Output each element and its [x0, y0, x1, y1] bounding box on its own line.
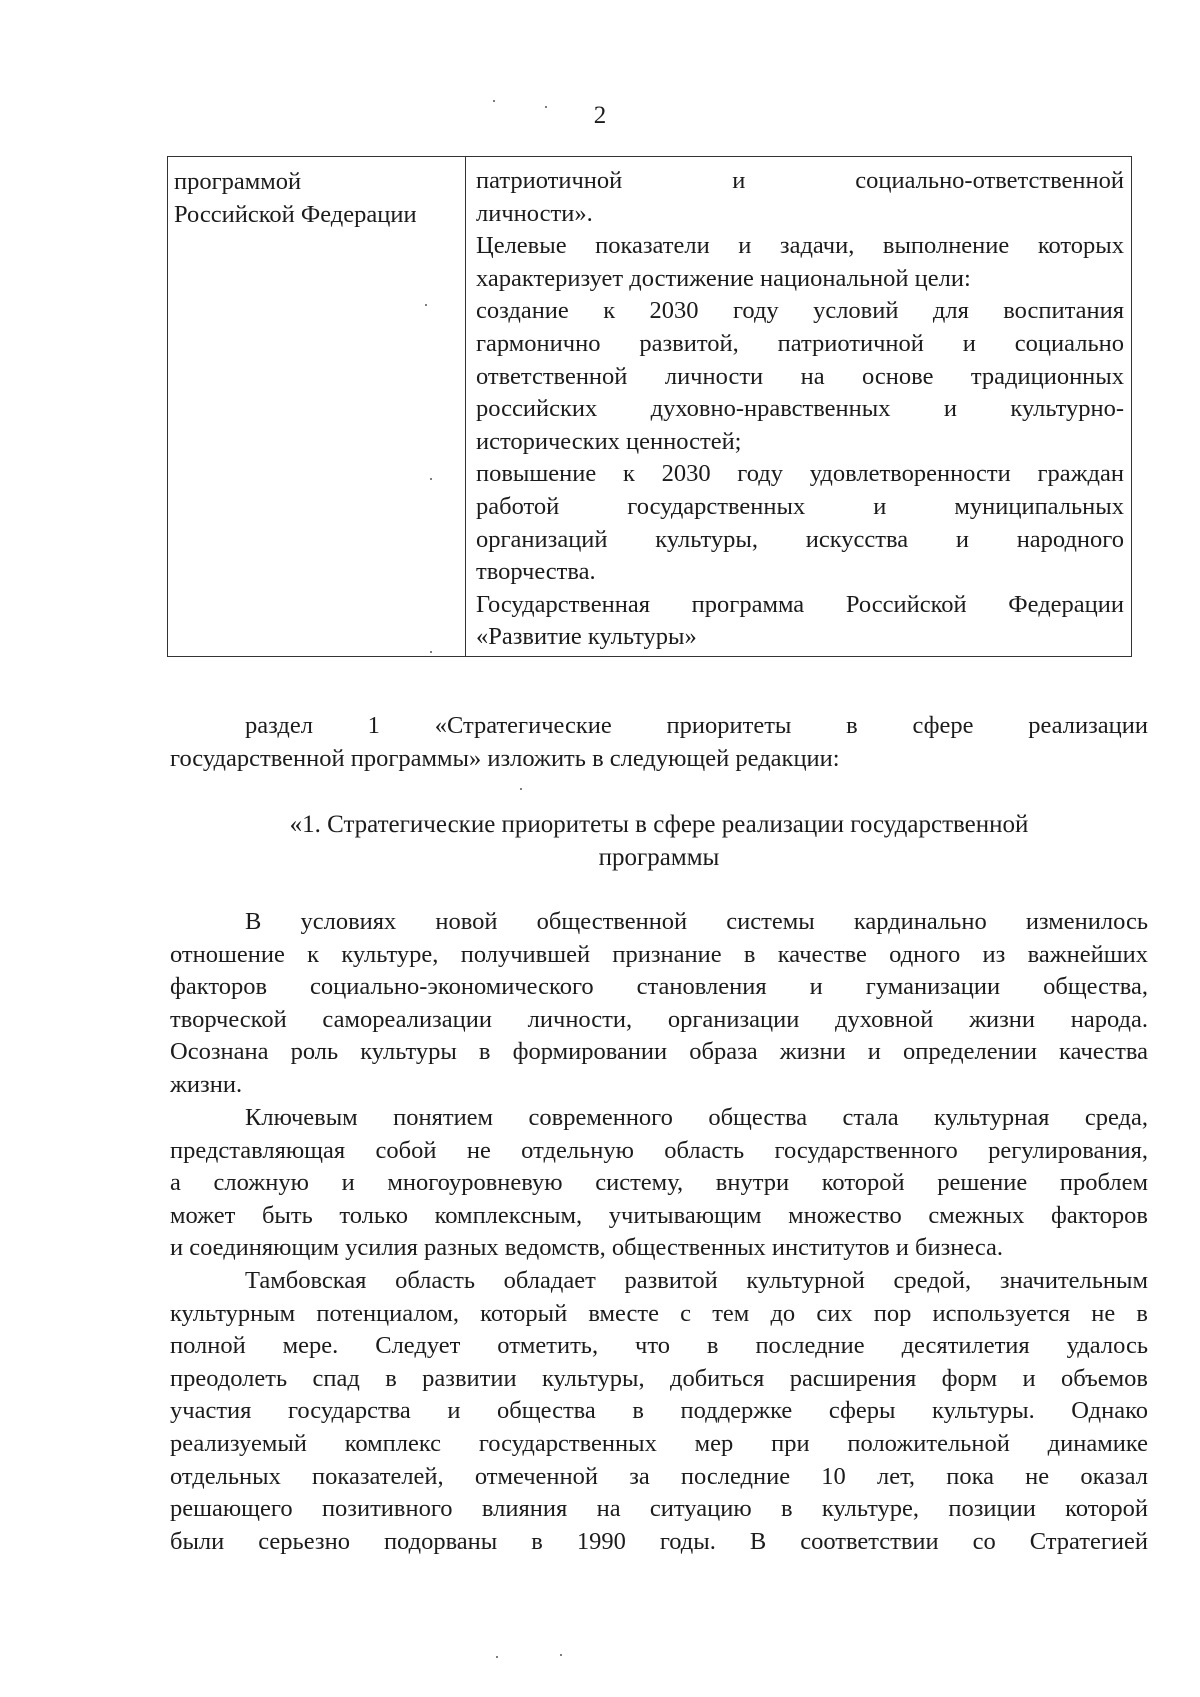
scan-speck	[545, 106, 547, 108]
paragraph-line: может быть только комплексным, учитывающим множество смежных факторов	[170, 1201, 1148, 1229]
section-heading	[170, 808, 1148, 874]
paragraph-line: факторов социально-экономического становления и гуманизации общества,	[170, 973, 1148, 1001]
table-right-line: Государственная программа Российской Федерации	[476, 590, 1124, 618]
intro-line: государственной программы» изложить в следующей редакции:	[170, 744, 840, 772]
table-right-line: творчества.	[476, 558, 596, 586]
program-table	[167, 156, 1132, 657]
table-right-line: личности».	[476, 199, 593, 227]
paragraph-line: В условиях новой общественной системы кардинально изменилось	[245, 908, 1148, 935]
paragraph-line: преодолеть спад в развитии культуры, добиться расширения форм и объемов	[170, 1364, 1148, 1392]
table-right-cell	[476, 165, 1124, 654]
paragraph-line: полной мере. Следует отметить, что в последние десятилетия удалось	[170, 1332, 1148, 1360]
table-right-line: российских духовно-нравственных и культурно-	[476, 395, 1124, 423]
paragraph-line: реализуемый комплекс государственных мер при положительной динамике	[170, 1429, 1148, 1457]
table-column-divider	[465, 157, 466, 656]
table-right-line: «Развитие культуры»	[476, 623, 697, 651]
section-heading-line: «1. Стратегические приоритеты в сфере реализации государственной	[289, 811, 1029, 838]
page-number: 2	[593, 102, 607, 129]
paragraph-line: Ключевым понятием современного общества стала культурная среда,	[245, 1104, 1148, 1131]
scan-speck	[425, 304, 427, 306]
paragraph-line: культурным потенциалом, который вместе с тем до сих пор используется не в	[170, 1299, 1148, 1327]
table-right-line: исторических ценностей;	[476, 427, 742, 455]
table-left-cell	[174, 165, 459, 231]
table-right-line: работой государственных и муниципальных	[476, 492, 1124, 520]
scan-speck	[560, 1654, 562, 1656]
paragraph-line: отдельных показателей, отмеченной за последние 10 лет, пока не оказал	[170, 1462, 1148, 1490]
paragraph-culture-attitude	[170, 906, 1148, 1102]
table-right-line: патриотичной и социально-ответственной	[476, 167, 1124, 194]
paragraph-line: жизни.	[170, 1070, 243, 1098]
scan-speck	[493, 100, 495, 102]
paragraph-line: и соединяющим усилия разных ведомств, общественных институтов и бизнеса.	[170, 1234, 1004, 1262]
scan-speck	[496, 1656, 498, 1658]
table-right-line: организаций культуры, искусства и народного	[476, 525, 1124, 553]
table-left-line: Российской Федерации	[174, 201, 417, 228]
table-right-line: повышение к 2030 году удовлетворенности граждан	[476, 460, 1124, 488]
intro-line: раздел 1 «Стратегические приоритеты в сфере реализации	[245, 712, 1148, 739]
paragraph-line: а сложную и многоуровневую систему, внутри которой решение проблем	[170, 1169, 1148, 1197]
table-right-line: гармонично развитой, патриотичной и социально	[476, 329, 1124, 357]
table-right-line: Целевые показатели и задачи, выполнение которых	[476, 232, 1124, 260]
scan-speck	[430, 651, 432, 653]
paragraph-line: творческой самореализации личности, организации духовной жизни народа.	[170, 1005, 1148, 1033]
scan-speck	[430, 478, 432, 480]
paragraph-cultural-environment	[170, 1102, 1148, 1265]
paragraph-line: представляющая собой не отдельную область государственного регулирования,	[170, 1136, 1148, 1164]
paragraph-tambov-region	[170, 1265, 1148, 1558]
table-right-line: характеризует достижение национальной цели:	[476, 264, 971, 292]
table-right-line: создание к 2030 году условий для воспитания	[476, 297, 1124, 325]
paragraph-line: участия государства и общества в поддержке сферы культуры. Однако	[170, 1397, 1148, 1425]
table-right-line: ответственной личности на основе традиционных	[476, 362, 1124, 390]
intro-paragraph	[170, 710, 1148, 775]
paragraph-line: Осознана роль культуры в формировании образа жизни и определении качества	[170, 1038, 1148, 1066]
paragraph-line: Тамбовская область обладает развитой культурной средой, значительным	[245, 1267, 1148, 1294]
table-left-line: программой	[174, 168, 302, 195]
paragraph-line: решающего позитивного влияния на ситуацию в культуре, позиции которой	[170, 1495, 1148, 1523]
scan-speck	[520, 788, 522, 790]
section-heading-line: программы	[598, 844, 720, 871]
paragraph-line: отношение к культуре, получившей признание в качестве одного из важнейших	[170, 940, 1148, 968]
paragraph-line: были серьезно подорваны в 1990 годы. В соответствии со Стратегией	[170, 1527, 1148, 1555]
